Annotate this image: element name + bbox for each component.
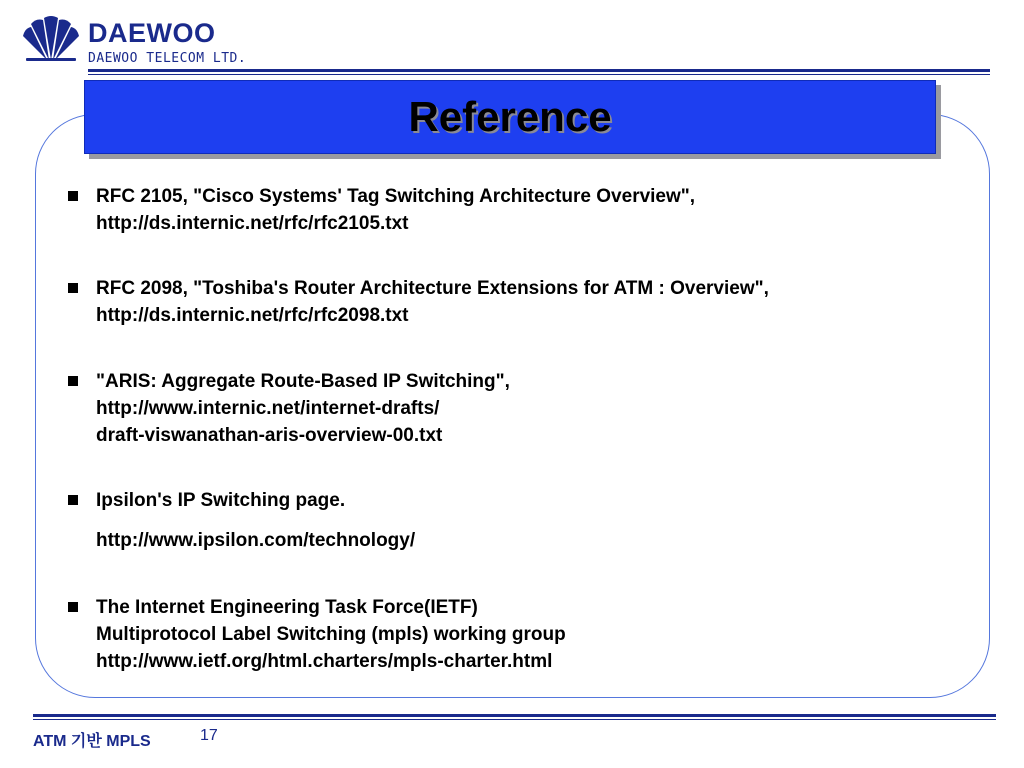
header-divider bbox=[88, 69, 990, 75]
reference-text bbox=[96, 368, 510, 449]
footer-divider bbox=[33, 714, 996, 720]
reference-link[interactable]: http://www.ipsilon.com/technology/ bbox=[96, 530, 416, 551]
reference-link[interactable]: http://ds.internic.net/rfc/rfc2098.txt bbox=[96, 305, 409, 326]
daewoo-shell-logo-icon bbox=[20, 12, 82, 62]
page-number: 17 bbox=[200, 727, 218, 744]
square-bullet-icon bbox=[68, 376, 78, 386]
reference-line: Ipsilon's IP Switching page. bbox=[96, 490, 346, 511]
reference-text bbox=[96, 594, 566, 675]
reference-text bbox=[96, 275, 769, 329]
company-name: DAEWOO bbox=[88, 18, 216, 48]
square-bullet-icon bbox=[68, 495, 78, 505]
reference-link[interactable]: http://ds.internic.net/rfc/rfc2105.txt bbox=[96, 213, 409, 234]
reference-link[interactable]: http://www.internic.net/internet-drafts/ bbox=[96, 398, 440, 419]
reference-link-continued[interactable]: draft-viswanathan-aris-overview-00.txt bbox=[96, 425, 443, 446]
reference-text bbox=[96, 183, 695, 237]
square-bullet-icon bbox=[68, 602, 78, 612]
square-bullet-icon bbox=[68, 283, 78, 293]
reference-link[interactable]: http://www.ietf.org/html.charters/mpls-charter.html bbox=[96, 651, 553, 672]
reference-line: RFC 2105, "Cisco Systems' Tag Switching Architecture Overview", bbox=[96, 186, 696, 207]
reference-line: RFC 2098, "Toshiba's Router Architecture Extensions for ATM : Overview", bbox=[96, 278, 769, 299]
company-logo bbox=[20, 12, 260, 64]
reference-text bbox=[96, 487, 345, 514]
reference-line: The Internet Engineering Task Force(IETF) bbox=[96, 597, 478, 618]
slide-title: Reference bbox=[408, 93, 612, 140]
square-bullet-icon bbox=[68, 191, 78, 201]
title-banner bbox=[84, 80, 936, 154]
company-subtitle: DAEWOO TELECOM LTD. bbox=[88, 51, 247, 66]
reference-line: Multiprotocol Label Switching (mpls) working group bbox=[96, 624, 566, 645]
reference-line: "ARIS: Aggregate Route-Based IP Switching", bbox=[96, 371, 510, 392]
footer-label: ATM 기반 MPLS bbox=[33, 733, 151, 750]
